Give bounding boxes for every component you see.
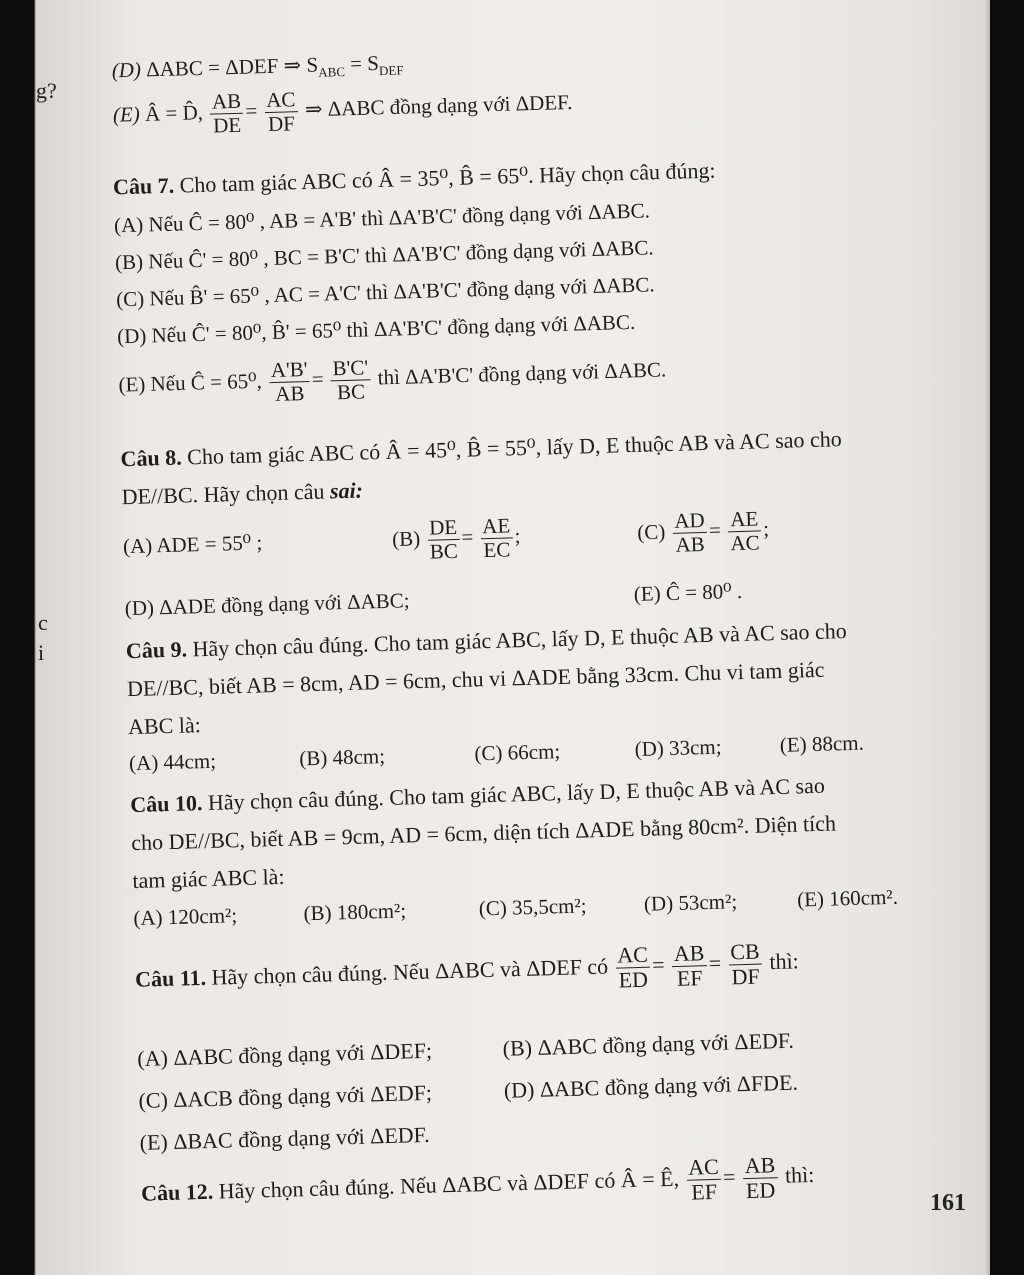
q9-options: (A) 44cm; (B) 48cm; (C) 66cm; (D) 33cm; (E) 88cm. — [128, 730, 865, 776]
q10-stem-line2: cho DE//BC, biết AB = 9cm, AD = 6cm, diện tích ΔADE bằng 80cm². Diện tích — [130, 810, 837, 856]
q12-stem: Câu 12. Hãy chọn câu đúng. Nếu ΔABC và ΔDEF có Â = Ê, $\frac{AC}{EF}$ = $\frac{AB}{ED}$ thì: — [140, 1152, 815, 1206]
q9-stem-line3: ABC là: — [127, 712, 202, 740]
q10-stem-line3: tam giác ABC là: — [132, 863, 285, 894]
q8-option-d: (D) ΔADE đồng dạng với ΔABC; — [124, 588, 410, 621]
q7-option-a: (A) Nếu Ĉ = 80⁰ , AB = A'B' thì ΔA'B'C' đồng dạng với ΔABC. — [113, 198, 651, 238]
q7-option-c: (C) Nếu B̂' = 65⁰ , AC = A'C' thì ΔA'B'C' đồng dạng với ΔABC. — [115, 272, 655, 312]
margin-text-mid1: c — [38, 610, 48, 635]
q11-options-row2: (C) ΔACB đồng dạng với ΔEDF; (D) ΔABC đồng dạng với ΔFDE. — [138, 1069, 799, 1114]
page-number: 161 — [930, 1190, 966, 1216]
q11-stem: Câu 11. Hãy chọn câu đúng. Nếu ΔABC và ΔDEF có $\frac{AC}{ED}$ = $\frac{AB}{EF}$ = $\frac{CB}{DF}$ thì: — [134, 938, 800, 993]
margin-text-top: g? — [36, 78, 57, 103]
margin-text-mid2: i — [38, 640, 45, 665]
q8-stem-line1: Câu 8. Cho tam giác ABC có Â = 45⁰, B̂ = 55⁰, lấy D, E thuộc AB và AC sao cho — [120, 426, 843, 472]
q10-options: (A) 120cm²; (B) 180cm²; (C) 35,5cm²; (D) 53cm²; (E) 160cm². — [133, 884, 899, 931]
q8-option-e: (E) Ĉ = 80⁰ . — [633, 578, 743, 606]
q7-stem: Câu 7. Cho tam giác ABC có Â = 35⁰, B̂ = 65⁰. Hãy chọn câu đúng: — [112, 157, 716, 200]
left-border — [0, 0, 34, 1275]
q9-stem-line2: DE//BC, biết AB = 8cm, AD = 6cm, chu vi ΔADE bằng 33cm. Chu vi tam giác — [126, 656, 825, 702]
q8-stem-line2: DE//BC. Hãy chọn câu sai: — [121, 477, 364, 510]
q9-stem-line1: Câu 9. Hãy chọn câu đúng. Cho tam giác ABC, lấy D, E thuộc AB và AC sao cho — [125, 618, 848, 664]
q11-options-row1: (A) ΔABC đồng dạng với ΔDEF; (B) ΔABC đồng dạng với ΔEDF. — [137, 1027, 795, 1072]
q8-option-a: (A) ADE = 55⁰ ; — [122, 530, 263, 559]
q11-option-e: (E) ΔBAC đồng dạng với ΔEDF. — [139, 1121, 430, 1155]
prev-option-e: (E) Â = D̂, $\frac{AB}{DE}$ = $\frac{AC}{DF}$ ⇒ ΔABC đồng dạng với ΔDEF. — [112, 87, 573, 138]
q7-option-d: (D) Nếu Ĉ' = 80⁰, B̂' = 65⁰ thì ΔA'B'C' đồng dạng với ΔABC. — [116, 309, 636, 349]
prev-option-d: (D) ΔABC = ΔDEF ⇒ $S_{ABC} = S_{DEF}$ — [111, 50, 404, 83]
q10-stem-line1: Câu 10. Hãy chọn câu đúng. Cho tam giác ABC, lấy D, E thuộc AB và AC sao — [129, 772, 826, 818]
q7-option-e: (E) Nếu Ĉ = 65⁰, $\frac{A'B'}{AB}$ = $\frac{B'C'}{BC}$ thì ΔA'B'C' đồng dạng với ΔABC. — [118, 355, 667, 407]
q8-option-c: (C) $\frac{AD}{AB}$ = $\frac{AE}{AC}$ ; — [637, 506, 770, 557]
q8-options-row1 — [122, 507, 769, 572]
q7-option-b: (B) Nếu Ĉ' = 80⁰ , BC = B'C' thì ΔA'B'C' đồng dạng với ΔABC. — [114, 235, 654, 275]
book-page — [88, 0, 1022, 1248]
q8-option-b: (B) $\frac{DE}{BC}$ = $\frac{AE}{EC}$ ; — [391, 513, 521, 564]
q8-options-row2 — [124, 580, 742, 620]
